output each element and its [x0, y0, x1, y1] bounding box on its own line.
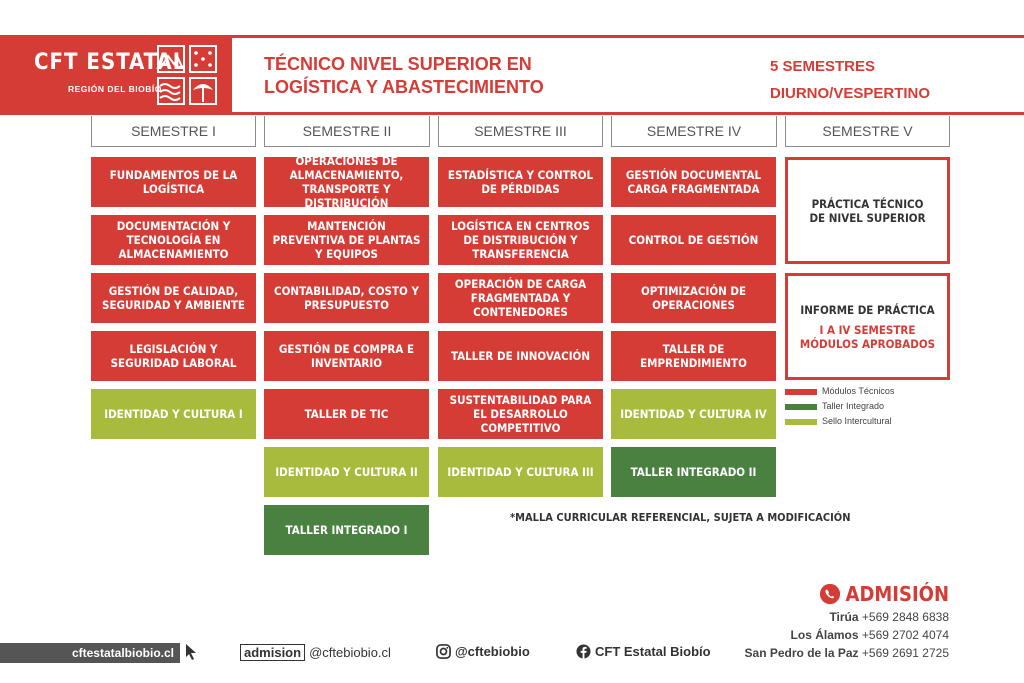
legend-swatch-tecnico	[785, 389, 817, 395]
logo-name: CFT ESTATAL	[34, 50, 187, 75]
semester-header-2: SEMESTRE II	[264, 116, 430, 147]
module-box: CONTROL DE GESTIÓN	[611, 215, 776, 265]
whatsapp-icon	[819, 583, 841, 605]
module-box: IDENTIDAD Y CULTURA II	[264, 447, 429, 497]
module-box: TALLER INTEGRADO I	[264, 505, 429, 555]
module-box: GESTIÓN DOCUMENTAL CARGA FRAGMENTADA	[611, 157, 776, 207]
module-box: MANTENCIÓN PREVENTIVA DE PLANTAS Y EQUIPOS	[264, 215, 429, 265]
module-box: LEGISLACIÓN Y SEGURIDAD LABORAL	[91, 331, 256, 381]
module-box: ESTADÍSTICA Y CONTROL DE PÉRDIDAS	[438, 157, 603, 207]
legend-label: Sello Intercultural	[822, 416, 892, 426]
module-box: OPTIMIZACIÓN DE OPERACIONES	[611, 273, 776, 323]
admission-contact[interactable]: Tirúa +569 2848 6838	[829, 610, 949, 624]
program-title: TÉCNICO NIVEL SUPERIOR EN LOGÍSTICA Y ABASTECIMIENTO	[264, 54, 544, 97]
cursor-icon	[184, 643, 200, 661]
semester-header-4: SEMESTRE IV	[611, 116, 777, 147]
curriculum-note: *MALLA CURRICULAR REFERENCIAL, SUJETA A MODIFICACIÓN	[510, 511, 851, 524]
facebook-icon	[576, 644, 591, 659]
module-box: CONTABILIDAD, COSTO Y PRESUPUESTO	[264, 273, 429, 323]
module-box: TALLER DE TIC	[264, 389, 429, 439]
instagram-link[interactable]: @cftebiobio	[436, 644, 530, 659]
module-box: TALLER DE INNOVACIÓN	[438, 331, 603, 381]
legend-swatch-integrado	[785, 404, 817, 410]
semester-header-5: SEMESTRE V	[785, 116, 950, 147]
module-box: OPERACIONES DE ALMACENAMIENTO, TRANSPORTE Y DISTRIBUCIÓN	[264, 157, 429, 207]
module-box: GESTIÓN DE COMPRA E INVENTARIO	[264, 331, 429, 381]
legend-label: Módulos Técnicos	[822, 386, 895, 396]
semester-header-3: SEMESTRE III	[438, 116, 603, 147]
module-box: SUSTENTABILIDAD PARA EL DESARROLLO COMPETITIVO	[438, 389, 603, 439]
program-schedule	[770, 53, 930, 107]
logo-emblem-icon	[156, 44, 218, 106]
email-link[interactable]: admision @cftebiobio.cl	[240, 644, 391, 661]
admission-contact[interactable]: San Pedro de la Paz +569 2691 2725	[744, 646, 949, 660]
informe-box: INFORME DE PRÁCTICA I A IV SEMESTRE MÓDULOS APROBADOS	[785, 273, 950, 380]
practica-box: PRÁCTICA TÉCNICO DE NIVEL SUPERIOR	[785, 157, 950, 264]
legend-label: Taller Integrado	[822, 401, 885, 411]
module-box: LOGÍSTICA EN CENTROS DE DISTRIBUCIÓN Y TRANSFERENCIA	[438, 215, 603, 265]
semester-header-1: SEMESTRE I	[91, 116, 256, 147]
module-box: IDENTIDAD Y CULTURA III	[438, 447, 603, 497]
admission-title: ADMISIÓN	[819, 582, 949, 606]
module-box: IDENTIDAD Y CULTURA I	[91, 389, 256, 439]
admission-contact[interactable]: Los Álamos +569 2702 4074	[790, 628, 949, 642]
module-box: TALLER DE EMPRENDIMIENTO	[611, 331, 776, 381]
program-modality: DIURNO/VESPERTINO	[770, 85, 931, 102]
module-box: IDENTIDAD Y CULTURA IV	[611, 389, 776, 439]
instagram-icon	[436, 644, 451, 659]
facebook-link[interactable]: CFT Estatal Biobío	[576, 644, 711, 659]
logo-region: REGIÓN DEL BIOBÍO	[68, 84, 162, 94]
module-box: GESTIÓN DE CALIDAD, SEGURIDAD Y AMBIENTE	[91, 273, 256, 323]
module-box: FUNDAMENTOS DE LA LOGÍSTICA	[91, 157, 256, 207]
program-duration: 5 SEMESTRES	[770, 58, 876, 75]
module-box: TALLER INTEGRADO II	[611, 447, 776, 497]
module-box: DOCUMENTACIÓN Y TECNOLOGÍA EN ALMACENAMIENTO	[91, 215, 256, 265]
website-link[interactable]: cftestatalbiobio.cl	[0, 643, 180, 663]
module-box: OPERACIÓN DE CARGA FRAGMENTADA Y CONTENEDORES	[438, 273, 603, 323]
legend-swatch-intercultural	[785, 419, 817, 425]
